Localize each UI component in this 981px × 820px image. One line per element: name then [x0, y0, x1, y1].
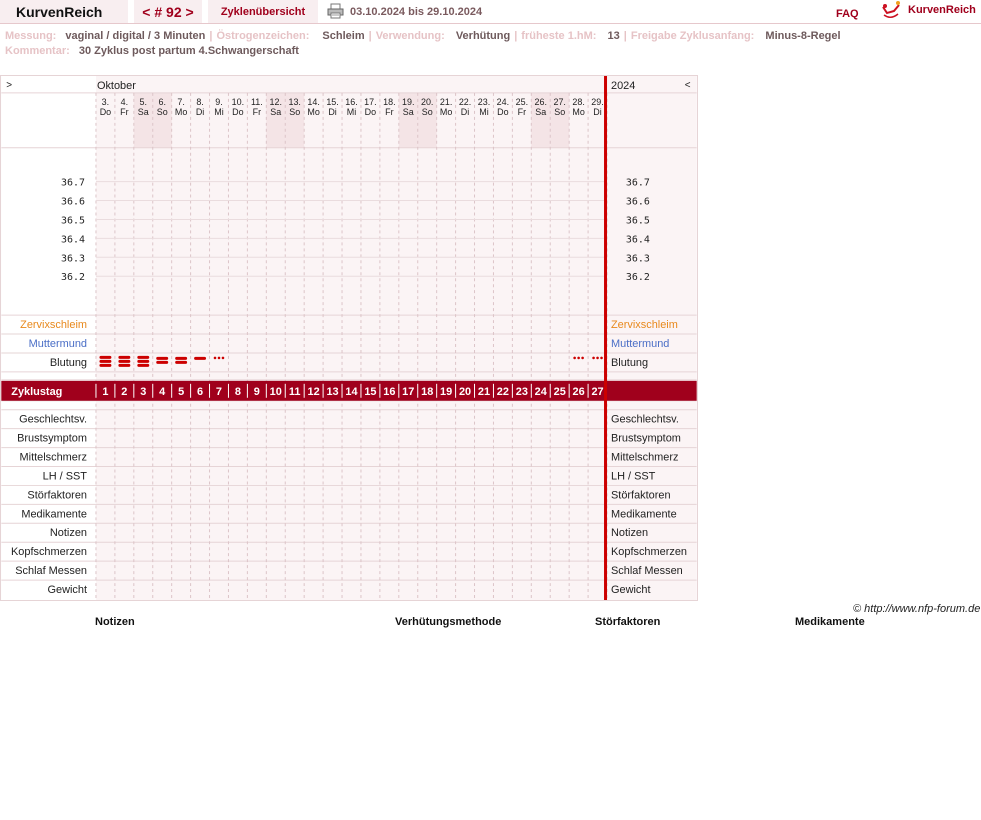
row-label-left[interactable]: Notizen — [49, 527, 88, 540]
row-label-right[interactable]: Zervixschleim — [611, 319, 678, 332]
day-date-label: 19. — [402, 96, 415, 107]
bleeding-mark-heavy — [137, 364, 149, 367]
day-weekday-label: Mi — [214, 106, 224, 117]
month-label: Oktober — [96, 79, 136, 92]
day-date-label: 18. — [383, 96, 396, 107]
day-date-label: 14. — [307, 96, 320, 107]
cycle-navigation[interactable]: < # 92 > — [134, 0, 202, 23]
row-label-right[interactable]: LH / SST — [611, 470, 656, 483]
row-label-right[interactable]: Brustsymptom — [611, 432, 681, 445]
cycle-day-number[interactable]: 25 — [553, 385, 566, 398]
cycle-day-number[interactable]: 3 — [140, 385, 147, 398]
temp-axis-label-right: 36.2 — [625, 272, 650, 284]
bleeding-mark-heavy — [137, 356, 149, 359]
bleeding-mark-heavy — [118, 360, 130, 363]
day-weekday-label: Di — [593, 106, 602, 117]
oestrogen-value: Schleim — [322, 30, 365, 42]
bleeding-mark-medium — [175, 361, 187, 364]
cycle-day-number[interactable]: 8 — [234, 385, 241, 398]
cycle-day-number[interactable]: 2 — [121, 385, 128, 398]
chart-next-arrow[interactable]: < — [684, 79, 691, 91]
cycle-day-number[interactable]: 20 — [458, 385, 472, 398]
bleeding-mark-medium — [175, 357, 187, 360]
hm-value: 13 — [607, 30, 620, 42]
brand-title[interactable]: KurvenReich — [0, 0, 128, 23]
bleeding-mark-spotting — [581, 357, 584, 360]
day-date-label: 25. — [515, 96, 529, 107]
temp-axis-label-left: 36.6 — [61, 196, 86, 208]
temp-axis-label-right: 36.3 — [625, 253, 650, 265]
row-label-left[interactable]: Zervixschleim — [20, 319, 88, 332]
row-label-right[interactable]: Notizen — [611, 527, 649, 540]
day-weekday-label: Do — [232, 106, 244, 117]
row-label-right[interactable]: Medikamente — [611, 508, 677, 521]
bleeding-mark-heavy — [137, 360, 149, 363]
day-date-label: 28. — [572, 96, 585, 107]
day-weekday-label: So — [554, 106, 566, 117]
cycle-day-number[interactable]: 27 — [591, 385, 604, 398]
cycle-chart — [0, 75, 698, 601]
logo-text: KurvenReich — [908, 4, 976, 16]
freigabe-value: Minus-8-Regel — [765, 30, 841, 42]
legend-stoerfaktoren: Störfaktoren — [595, 616, 661, 628]
today-marker-line — [604, 76, 607, 600]
day-weekday-label: Mi — [346, 106, 357, 117]
day-weekday-label: Fr — [120, 106, 129, 117]
day-weekday-label: Sa — [402, 106, 414, 117]
row-label-right[interactable]: Gewicht — [611, 584, 651, 597]
cycle-day-number[interactable]: 19 — [440, 385, 453, 398]
chart-prev-arrow[interactable]: > — [6, 79, 13, 91]
day-weekday-label: So — [289, 106, 301, 117]
day-date-label: 6. — [158, 96, 166, 107]
verwendung-label: Verwendung: — [375, 30, 445, 42]
legend-medikamente: Medikamente — [795, 616, 865, 628]
bleeding-mark-spotting — [218, 357, 221, 360]
day-date-label: 8. — [196, 96, 204, 107]
row-label-right[interactable]: Störfaktoren — [611, 489, 671, 502]
bleeding-mark-spotting — [577, 357, 580, 360]
day-date-label: 7. — [177, 96, 185, 107]
day-weekday-label: Fr — [385, 106, 394, 117]
chart-background — [1, 76, 696, 600]
row-label-right[interactable]: Kopfschmerzen — [611, 546, 687, 559]
day-weekday-label: Do — [497, 106, 509, 117]
messung-label: Messung: — [5, 30, 57, 42]
cycle-day-number[interactable]: 5 — [178, 385, 185, 398]
day-weekday-label: Mo — [439, 106, 453, 117]
temp-axis-label-left: 36.3 — [61, 253, 86, 265]
printer-icon[interactable] — [327, 3, 344, 19]
cycle-day-number[interactable]: 13 — [326, 385, 339, 398]
row-label-right[interactable]: Blutung — [611, 356, 649, 369]
date-range: 03.10.2024 bis 29.10.2024 — [350, 6, 483, 18]
day-weekday-label: Do — [364, 106, 377, 117]
day-date-label: 15. — [326, 96, 339, 107]
day-date-label: 22. — [458, 96, 472, 107]
copyright-text: © http://www.nfp-forum.de — [853, 603, 981, 615]
day-date-label: 24. — [496, 96, 510, 107]
cycle-info-line: Messung: vaginal / digital / 3 Minuten | Östrogenzeichen: Schleim | Verwendung: Verhütung | früheste 1.hM: 13 | Freigabe Zyklusanfang: Minus-8-Regel — [5, 30, 841, 42]
day-date-label: 10. — [231, 96, 245, 107]
bleeding-mark-spotting — [573, 357, 576, 360]
temp-axis-label-right: 36.4 — [625, 234, 650, 246]
temp-axis-label-right: 36.7 — [625, 177, 650, 189]
cycle-day-number[interactable]: 24 — [534, 385, 547, 398]
day-date-label: 4. — [120, 96, 129, 107]
day-date-label: 11. — [250, 96, 263, 107]
temp-axis-label-left: 36.7 — [61, 177, 86, 189]
day-date-label: 20. — [420, 96, 434, 107]
bleeding-mark-heavy — [118, 356, 130, 359]
temp-axis-label-left: 36.2 — [61, 272, 86, 284]
cycle-day-number[interactable]: 15 — [364, 385, 377, 398]
row-label-left[interactable]: Kopfschmerzen — [11, 546, 88, 559]
day-weekday-label: Di — [460, 106, 470, 117]
cycle-overview-tab[interactable]: Zyklenübersicht — [208, 0, 318, 23]
kommentar-label: Kommentar: — [5, 45, 70, 57]
day-date-label: 13. — [288, 96, 301, 107]
day-date-label: 23. — [477, 96, 491, 107]
row-label-right[interactable]: Geschlechtsv. — [611, 413, 679, 426]
cycle-day-number[interactable]: 10 — [269, 385, 282, 398]
bleeding-mark-spotting — [222, 357, 225, 360]
row-label-left[interactable]: Medikamente — [21, 508, 88, 521]
year-label: 2024 — [611, 79, 636, 92]
day-weekday-label: Di — [328, 106, 337, 117]
legend-verhuetungsmethode: Verhütungsmethode — [395, 616, 502, 628]
cycle-day-number[interactable]: 14 — [345, 385, 358, 398]
day-date-label: 27. — [553, 96, 566, 107]
day-weekday-label: Fr — [517, 106, 527, 117]
bleeding-mark-heavy — [118, 364, 130, 367]
top-bar — [0, 0, 981, 24]
legend-notizen: Notizen — [95, 616, 135, 628]
bleeding-mark-heavy — [99, 364, 111, 367]
day-weekday-label: Do — [99, 106, 112, 117]
row-label-left[interactable]: Brustsymptom — [17, 432, 88, 445]
cycle-day-number[interactable]: 16 — [383, 385, 396, 398]
cycle-day-number[interactable]: 21 — [477, 385, 491, 398]
day-weekday-label: Mo — [572, 106, 585, 117]
day-weekday-label: So — [421, 106, 433, 117]
cycle-day-number[interactable]: 4 — [159, 385, 166, 398]
comment-line — [5, 45, 299, 57]
row-label-right[interactable]: Muttermund — [611, 337, 670, 350]
hm-label: früheste 1.hM: — [521, 30, 597, 42]
cycle-day-number[interactable]: 23 — [515, 385, 528, 398]
row-label-left[interactable]: Blutung — [49, 356, 88, 369]
day-weekday-label: Sa — [535, 106, 547, 117]
row-label-left[interactable]: Geschlechtsv. — [19, 413, 88, 426]
cycle-day-number[interactable]: 1 — [102, 385, 109, 398]
row-label-left[interactable]: Schlaf Messen — [15, 565, 88, 578]
day-weekday-label: Di — [195, 106, 205, 117]
row-label-left[interactable]: Muttermund — [28, 337, 88, 350]
cycle-day-number[interactable]: 22 — [496, 385, 509, 398]
day-date-label: 16. — [345, 96, 358, 107]
verwendung-value: Verhütung — [455, 30, 511, 42]
cycle-day-number[interactable]: 18 — [421, 385, 434, 398]
bleeding-mark-heavy — [99, 356, 111, 359]
cycle-day-number[interactable]: 17 — [402, 385, 415, 398]
day-date-label: 12. — [269, 96, 283, 107]
day-weekday-label: Fr — [252, 106, 262, 117]
cycle-day-number[interactable]: 26 — [572, 385, 585, 398]
bleeding-mark-medium — [156, 357, 168, 360]
day-date-label: 3. — [101, 96, 110, 107]
row-label-right[interactable]: Schlaf Messen — [611, 565, 683, 578]
day-weekday-label: Mi — [479, 106, 489, 117]
row-label-left[interactable]: Mittelschmerz — [19, 451, 88, 464]
cycle-day-number[interactable]: 7 — [215, 385, 223, 398]
temp-axis-label-left: 36.4 — [61, 234, 86, 246]
cycle-day-number[interactable]: 12 — [307, 385, 320, 398]
row-label-left[interactable]: Gewicht — [47, 584, 88, 597]
bleeding-mark-spotting — [596, 357, 599, 360]
day-date-label: 26. — [534, 96, 547, 107]
row-label-left[interactable]: LH / SST — [42, 470, 88, 483]
freigabe-label: Freigabe Zyklusanfang: — [630, 30, 755, 42]
day-weekday-label: Mo — [307, 106, 320, 117]
day-date-label: 5. — [139, 96, 148, 107]
day-date-label: 17. — [364, 96, 377, 107]
day-weekday-label: Sa — [270, 106, 282, 117]
temp-axis-label-left: 36.5 — [61, 215, 86, 227]
cycle-day-label: Zyklustag — [11, 385, 63, 398]
day-weekday-label: Mo — [174, 106, 188, 117]
bleeding-mark-medium — [156, 361, 168, 364]
bleeding-mark-light — [194, 357, 206, 360]
bleeding-mark-heavy — [99, 360, 111, 363]
messung-value: vaginal / digital / 3 Minuten — [65, 30, 206, 42]
cycle-day-number[interactable]: 11 — [288, 385, 301, 398]
day-weekday-label: Sa — [137, 106, 149, 117]
temp-axis-label-right: 36.5 — [625, 215, 650, 227]
day-date-label: 9. — [215, 96, 223, 107]
day-weekday-label: So — [156, 106, 168, 117]
row-label-left[interactable]: Störfaktoren — [27, 489, 88, 502]
bleeding-mark-spotting — [592, 357, 595, 360]
bleeding-mark-spotting — [214, 357, 217, 360]
temp-axis-label-right: 36.6 — [625, 196, 650, 208]
kommentar-value: 30 Zyklus post partum 4.Schwangerschaft — [78, 45, 299, 57]
day-date-label: 21. — [439, 96, 453, 107]
day-date-label: 29. — [591, 96, 604, 107]
cycle-day-number[interactable]: 6 — [197, 385, 204, 398]
row-label-right[interactable]: Mittelschmerz — [611, 451, 679, 464]
faq-link[interactable]: FAQ — [836, 8, 859, 20]
cycle-day-number[interactable]: 9 — [253, 385, 260, 398]
bleeding-mark-spotting — [600, 357, 603, 360]
oestrogen-label: Östrogenzeichen: — [216, 30, 310, 42]
